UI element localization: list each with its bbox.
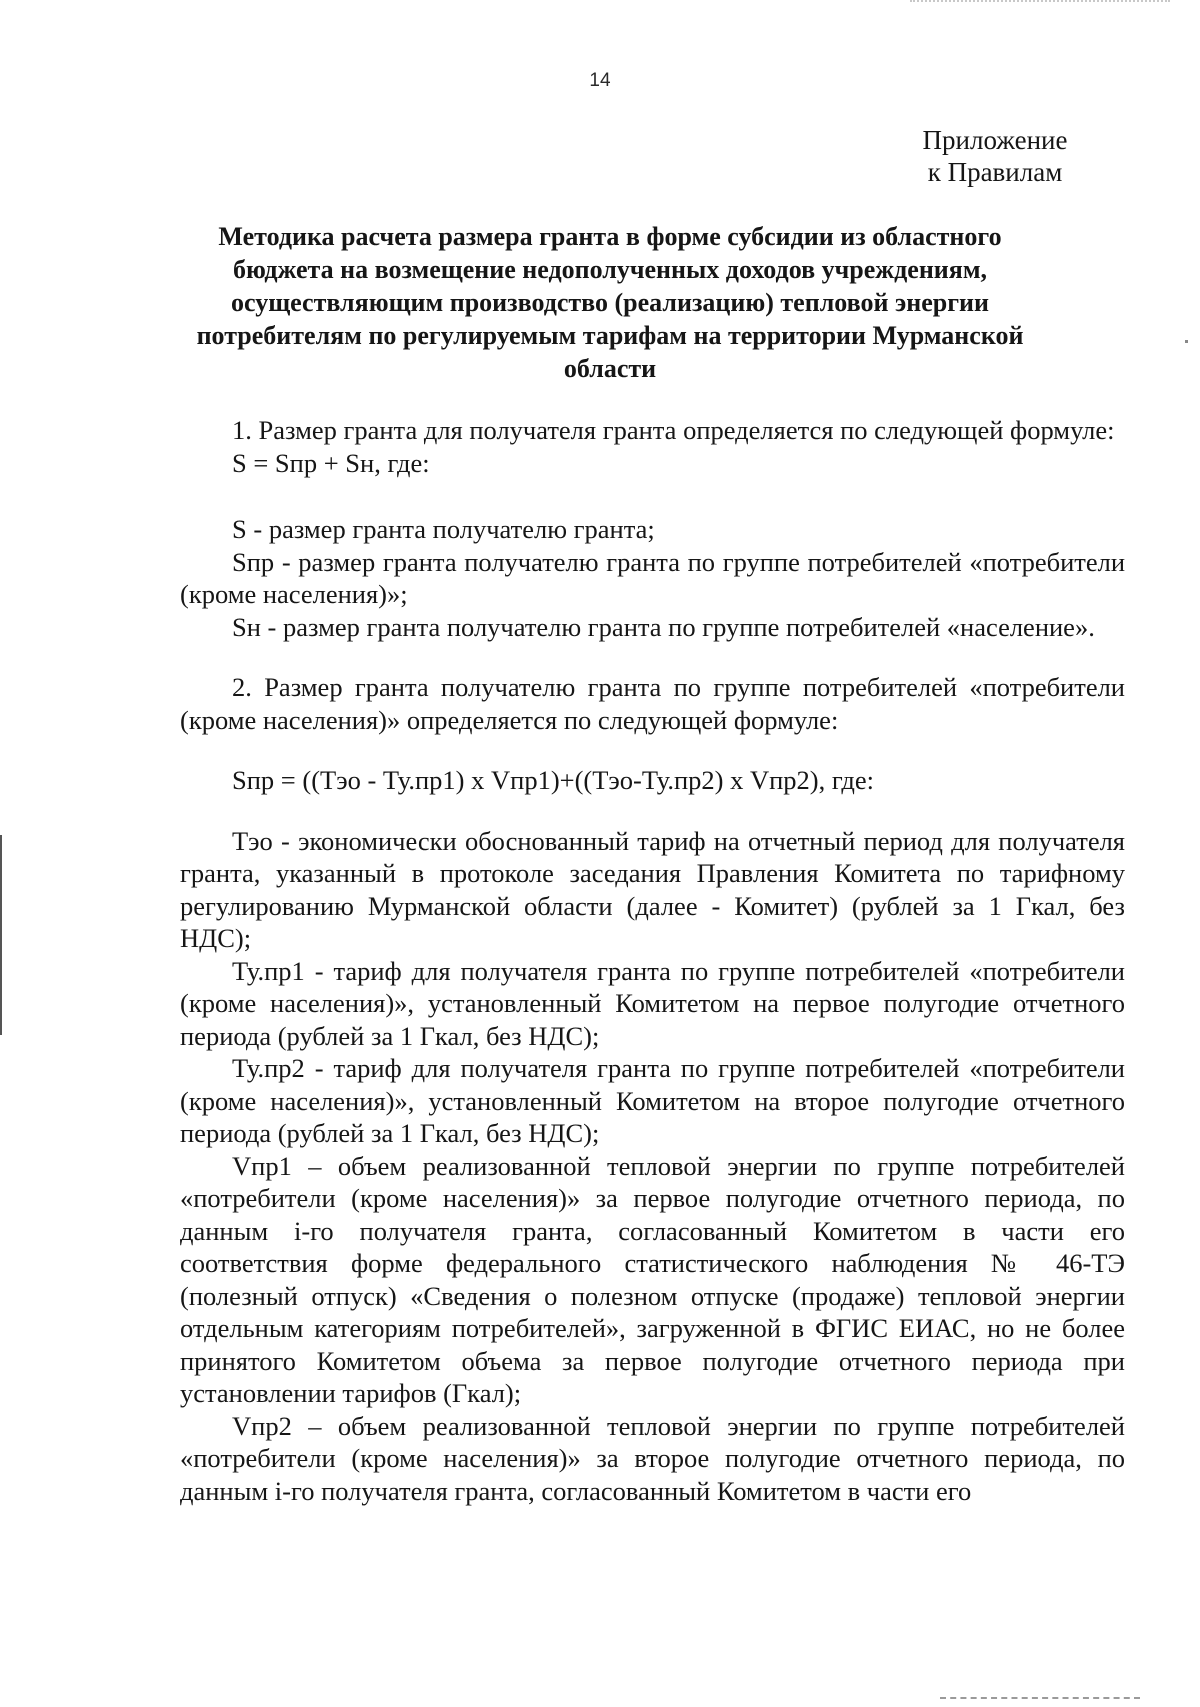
- formula-grant-consumers: Sпр = ((Тэо - Ту.пр1) х Vпр1)+((Тэо-Ту.пр2) х Vпр2), где:: [232, 765, 875, 795]
- definition-tupr2: Ту.пр2 - тариф для получателя гранта по группе потребителей «потребители (кроме населения)», установленный Комитетом на второе полугодие отчетного периода (рублей за 1 Гкал, без НДС);: [180, 1053, 1125, 1148]
- appendix-line-1: Приложение: [922, 125, 1068, 155]
- definition-sn: Sн - размер гранта получателю гранта по группе потребителей «население».: [232, 611, 1095, 642]
- appendix-note: [865, 124, 1125, 188]
- scan-artifact-bottom: [940, 1697, 1140, 1703]
- definition-vpr1: Vпр1 – объем реализованной тепловой энергии по группе потребителей «потребители (кроме населения)» за первое полугодие отчетного периода, по данным i-го получателя гранта, согласованный Комитетом в части его соответствия форме федерального статистического наблюдения № 46-ТЭ (полезный отпуск) «Сведения о полезном отпуске (продаже) тепловой энергии отдельным категориям потребителей», загруженной в ФГИС ЕИАС, но не более принятого Комитетом объема за первое полугодие отчетного периода при установлении тарифов (Гкал);: [180, 1150, 1125, 1408]
- appendix-line-2: к Правилам: [927, 157, 1063, 187]
- paragraph-1-intro: 1. Размер гранта для получателя гранта определяется по следующей формуле:: [232, 415, 1115, 445]
- definition-vpr2: Vпр2 – объем реализованной тепловой энергии по группе потребителей «потребители (кроме населения)» за второе полугодие отчетного периода, по данным i-го получателя гранта, согласованный Комитетом в части его: [180, 1410, 1125, 1506]
- definition-teo: Тэо - экономически обоснованный тариф на отчетный период для получателя гранта, указанный в протоколе заседания Правления Комитета по тарифному регулированию Мурманской области (далее - Комитет) (рублей за 1 Гкал, без НДС);: [180, 825, 1125, 953]
- formula-grant-total: S = Sпр + Sн, где:: [232, 447, 430, 478]
- scan-artifact-dot: [1185, 340, 1188, 343]
- definition-tupr1: Ту.пр1 - тариф для получателя гранта по группе потребителей «потребители (кроме населения)», установленный Комитетом на первое полугодие отчетного периода (рублей за 1 Гкал, без НДС);: [180, 955, 1125, 1051]
- definition-spr: Sпр - размер гранта получателю гранта по группе потребителей «потребители (кроме населения)»;: [180, 546, 1125, 609]
- scan-artifact-left-edge: [0, 835, 2, 1035]
- page-number: 14: [589, 70, 611, 91]
- definition-s: S - размер гранта получателю гранта;: [232, 514, 655, 544]
- scan-artifact-top: [910, 0, 1170, 6]
- document-body: [180, 414, 1125, 1507]
- paragraph-2-intro: 2. Размер гранта получателю гранта по группе потребителей «потребители (кроме населения)» определяется по следующей формуле:: [180, 672, 1125, 735]
- document-title: Методика расчета размера гранта в форме субсидии из областного бюджета на возмещение недополученных доходов учреждениям, осуществляющим производство (реализацию) тепловой энергии потребителям по регулируемым тарифам на территории Мурманской области: [196, 222, 1024, 383]
